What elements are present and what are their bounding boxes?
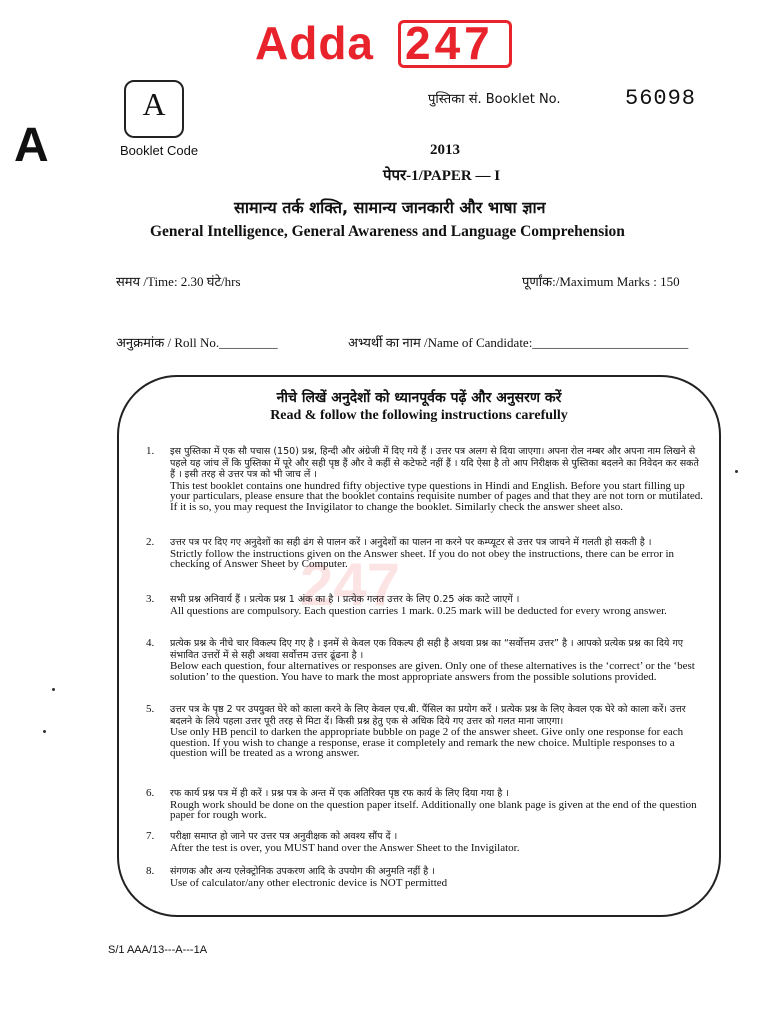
subject-english: General Intelligence, General Awareness and Language Comprehension (150, 223, 625, 240)
booklet-number-value: 56098 (625, 86, 697, 111)
instruction-english: This test booklet contains one hundred fifty objective type questions in Hindi and English. Before you start filling up your particulars, please ensure that the booklet contains requisite number of pages and that they are not torn or mutilated. If it is so, you may request the Invigilator to change the booklet. Similarly check the answer sheet also. (170, 479, 704, 513)
instruction-english: Below each question, four alternatives or responses are given. Only one of these alternatives is the ‘correct’ or the ‘best solution’ to the question. You have to mark the most appropriate answers from the possible solutions provided. (170, 660, 695, 683)
instruction-english: Use only HB pencil to darken the appropriate bubble on page 2 of the answer sheet. Give only one response for each question. If you wish to change a response, erase it completely and remark the new choice. Multiple responses to a question will be treated as a wrong answer. (170, 726, 684, 759)
maximum-marks: पूर्णांक:/Maximum Marks : 150 (522, 274, 680, 289)
instruction-number: 7. (146, 830, 155, 842)
instruction-english: All questions are compulsory. Each question carries 1 mark. 0.25 mark will be deducted for every wrong answer. (170, 604, 667, 617)
instruction-item-2 (146, 537, 706, 570)
instructions-title-english: Read & follow the following instructions carefully (270, 408, 568, 423)
instruction-item-1 (146, 446, 706, 512)
scan-speck (735, 470, 738, 473)
instruction-number: 2. (146, 536, 155, 548)
candidate-name-field: अभ्यर्थी का नाम /Name of Candidate:________________________ (348, 335, 689, 350)
instruction-number: 1. (146, 445, 155, 457)
instruction-hindi: इस पुस्तिका में एक सौ पचास (150) प्रश्न, हिन्दी और अंग्रेजी में दिए गये हैं । उत्तर पत्र अलग से दिया जाएगा। अपना रोल नम्बर और अपना नाम लिखने से पहले यह जांच लें कि पुस्तिका में पूरे और सही पृष्ठ हैं और वे कहीं से कटेफटे नहीं हैं । यदि ऐसा है तो आप निरीक्षक से पुस्तिका बदलने का निवेदन कर सकते हैं । इसी तरह से उत्तर पत्र को भी जाच लें । (170, 446, 699, 480)
subject-hindi: सामान्य तर्क शक्ति, सामान्य जानकारी और भाषा ज्ञान (234, 198, 546, 217)
instruction-hindi: रफ कार्य प्रश्न पत्र में ही करें । प्रश्न पत्र के अन्त में एक अतिरिक्त पृष्ठ रफ कार्य के लिए दिया गया है । (170, 788, 509, 799)
adda247-logo (0, 10, 768, 68)
instruction-item-8 (146, 866, 706, 888)
paper-title: पेपर-1/PAPER — I (383, 168, 501, 184)
instruction-number: 3. (146, 593, 155, 605)
instruction-english: After the test is over, you MUST hand over the Answer Sheet to the Invigilator. (170, 841, 520, 854)
instruction-item-6 (146, 788, 706, 821)
scan-speck (43, 730, 46, 733)
booklet-number-label: पुस्तिका सं. Booklet No. (428, 92, 561, 107)
logo-number: 247 (405, 17, 494, 69)
instruction-number: 5. (146, 703, 155, 715)
instruction-hindi: संगणक और अन्य एलेक्ट्रोनिक उपकरण आदि के उपयोग की अनुमति नहीं है । (170, 866, 435, 877)
instruction-english: Rough work should be done on the question paper itself. Additionally one blank page is given at the end of the question paper for rough work. (170, 798, 697, 821)
side-booklet-mark: A (14, 119, 49, 172)
instruction-number: 8. (146, 865, 155, 877)
instruction-item-4 (146, 638, 706, 682)
instructions-title-hindi: नीचे लिखें अनुदेशों को ध्यानपूर्वक पढ़ें और अनुसरण करें (276, 390, 562, 406)
instruction-item-3 (146, 594, 706, 616)
booklet-code-label: Booklet Code (120, 143, 199, 158)
instruction-number: 6. (146, 787, 155, 799)
instruction-hindi: उत्तर पत्र के पृष्ठ 2 पर उपयुक्त घेरे को काला करने के लिए केवल एच.बी. पैंसिल का प्रयोग करें । प्रत्येक प्रश्न के लिए केवल एक घेरे को काला करें। उत्तर बदलने के लिये पहला उत्तर पूरी तरह से मिटा दें। किसी प्रश्न हेतु एक से अधिक दिये गए उत्तर को गलत माना जाएगा। (170, 704, 686, 727)
footer-series-code: S/1 AAA/13---A---1A (108, 944, 208, 956)
instruction-hindi: उत्तर पत्र पर दिए गए अनुदेशों का सही ढंग से पालन करें । अनुदेशों का पालन ना करने पर कम्प्यूटर से उत्तर पत्र जाचने में गलती हो सकती है । (170, 537, 652, 548)
roll-number-field: अनुक्रमांक / Roll No._________ (116, 335, 278, 350)
instruction-hindi: परीक्षा समाप्त हो जाने पर उत्तर पत्र अनुवीक्षक को अवश्य सौंप दें । (170, 831, 398, 842)
scan-speck (52, 688, 55, 691)
time-allowed: समय /Time: 2.30 घंटे/hrs (116, 274, 241, 289)
logo-text: Adda (255, 17, 374, 69)
instruction-hindi: सभी प्रश्न अनिवार्य हैं । प्रत्येक प्रश्न 1 अंक का है । प्रत्येक गलत उत्तर के लिए 0.25 अंक काटे जाएगें । (170, 594, 520, 605)
instruction-number: 4. (146, 637, 155, 649)
instruction-english: Strictly follow the instructions given on the Answer sheet. If you do not obey the instructions, there can be error in checking of Answer Sheet by Computer. (170, 547, 675, 570)
instruction-hindi: प्रत्येक प्रश्न के नीचे चार विकल्प दिए गए है । इनमें से केवल एक विकल्प ही सही है अथवा प्रश्न का “सर्वोत्तम उत्तर” है । आपको प्रत्येक प्रश्न का दिये गए संभावित उत्तरों में से सही अथवा सर्वोत्तम उत्तर ढूंढना है । (170, 638, 684, 661)
instruction-item-5 (146, 704, 706, 759)
booklet-code-letter: A (142, 86, 166, 122)
exam-year: 2013 (430, 142, 460, 158)
watermark-text: 247 (300, 551, 401, 618)
instruction-item-7 (146, 831, 706, 853)
instruction-english: Use of calculator/any other electronic device is NOT permitted (170, 876, 448, 889)
